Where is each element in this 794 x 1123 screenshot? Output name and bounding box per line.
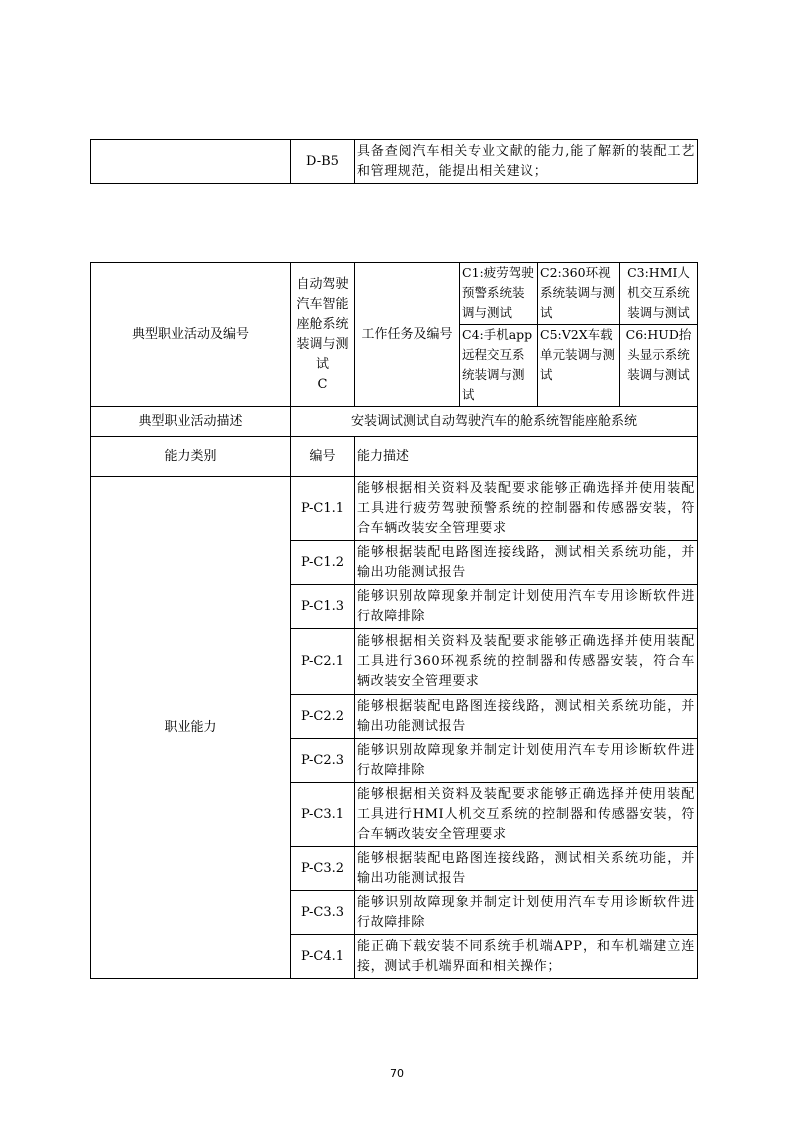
top-table [90, 139, 698, 184]
task-c3: C3:HMI人机交互系统装调与测试 [620, 263, 698, 325]
empty-cell [91, 140, 291, 184]
row-description: 能够识别故障现象并制定计划使用汽车专用诊断软件进行故障排除 [355, 891, 698, 935]
row-code: P-C3.3 [291, 891, 355, 935]
row-code: P-C2.3 [291, 739, 355, 783]
row-code: P-C4.1 [291, 935, 355, 979]
row-description: 能够根据装配电路图连接线路，测试相关系统功能，并输出功能测试报告 [355, 695, 698, 739]
header-category: 能力类别 [91, 437, 291, 477]
task-c6: C6:HUD抬头显示系统装调与测试 [620, 325, 698, 407]
activity-name-cell [291, 263, 355, 407]
header-description: 能力描述 [355, 437, 698, 477]
task-c2: C2:360环视系统装调与测试 [538, 263, 620, 325]
description-value: 安装调试测试自动驾驶汽车的舱系统智能座舱系统 [291, 407, 698, 437]
row-code: P-C3.1 [291, 783, 355, 847]
row-code: P-C1.2 [291, 541, 355, 585]
main-table [90, 262, 698, 979]
row-code: P-C2.1 [291, 629, 355, 695]
ability-code: D-B5 [291, 140, 355, 184]
table-row [91, 407, 698, 437]
description-label: 典型职业活动描述 [91, 407, 291, 437]
row-description: 能正确下载安装不同系统手机端APP，和车机端建立连接，测试手机端界面和相关操作； [355, 935, 698, 979]
header-code: 编号 [291, 437, 355, 477]
row-code: P-C3.2 [291, 847, 355, 891]
task-c4: C4:手机app远程交互系统装调与测试 [460, 325, 538, 407]
page-number: 70 [390, 1067, 404, 1080]
row-code: P-C2.2 [291, 695, 355, 739]
ability-category: 职业能力 [91, 477, 291, 979]
row-description: 能够根据装配电路图连接线路，测试相关系统功能，并输出功能测试报告 [355, 541, 698, 585]
row-description: 能够根据相关资料及装配要求能够正确选择并使用装配工具进行360环视系统的控制器和传感器安装，符合车辆改装安全管理要求 [355, 629, 698, 695]
table-row [91, 477, 698, 541]
row-code: P-C1.3 [291, 585, 355, 629]
ability-description: 具备查阅汽车相关专业文献的能力,能了解新的装配工艺和管理规范，能提出相关建议； [355, 140, 698, 184]
task-label: 工作任务及编号 [355, 263, 460, 407]
row-description: 能够根据相关资料及装配要求能够正确选择并使用装配工具进行疲劳驾驶预警系统的控制器和传感器安装，符合车辆改装安全管理要求 [355, 477, 698, 541]
task-c1: C1:疲劳驾驶预警系统装调与测试 [460, 263, 538, 325]
table-row [91, 140, 698, 184]
task-c5: C5:V2X车载单元装调与测试 [538, 325, 620, 407]
table-header-row [91, 437, 698, 477]
activity-name: 自动驾驶汽车智能座舱系统装调与测试 [296, 276, 349, 372]
row-description: 能够根据相关资料及装配要求能够正确选择并使用装配工具进行HMI人机交互系统的控制器和传感器安装，符合车辆改装安全管理要求 [355, 783, 698, 847]
row-description: 能够识别故障现象并制定计划使用汽车专用诊断软件进行故障排除 [355, 739, 698, 783]
row-description: 能够根据装配电路图连接线路，测试相关系统功能，并输出功能测试报告 [355, 847, 698, 891]
activity-label: 典型职业活动及编号 [91, 263, 291, 407]
row-code: P-C1.1 [291, 477, 355, 541]
row-description: 能够识别故障现象并制定计划使用汽车专用诊断软件进行故障排除 [355, 585, 698, 629]
activity-code: C [317, 376, 328, 392]
table-row [91, 263, 698, 325]
